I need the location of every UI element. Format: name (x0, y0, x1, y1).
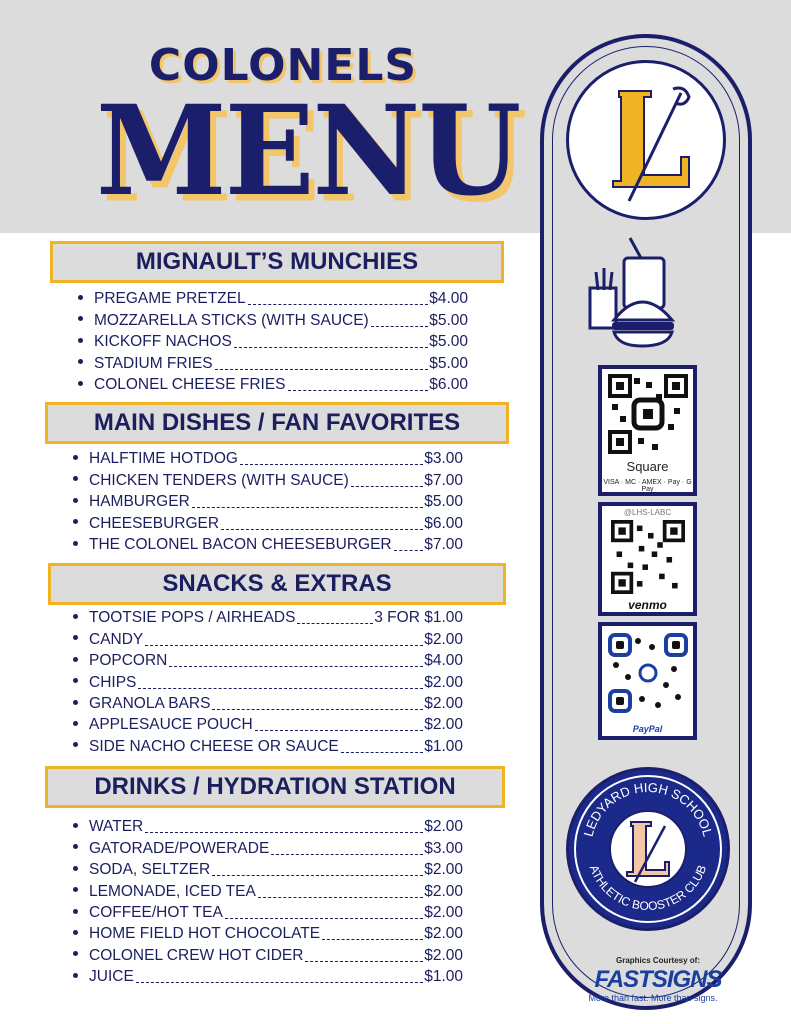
credit-label: Graphics Courtesy of: (615, 956, 700, 965)
list-item: TOOTSIE POPS / AIRHEADS 3 FOR $1.00 (71, 606, 463, 627)
drinks-list (71, 815, 463, 986)
list-item: HALFTIME HOTDOG $3.00 (71, 447, 463, 468)
venmo-handle: @LHS-LABC (623, 508, 672, 517)
list-item: LEMONADE, ICED TEA $2.00 (71, 879, 463, 900)
list-item: MOZZARELLA STICKS (WITH SAUCE) $5.00 (76, 308, 468, 329)
list-item: CANDY $2.00 (71, 627, 463, 648)
list-item: STADIUM FRIES $5.00 (76, 351, 468, 372)
qr-code-icon (608, 374, 688, 454)
section-header-snacks: SNACKS & EXTRAS (48, 563, 506, 605)
list-item: WATER $2.00 (71, 815, 463, 836)
list-item: GRANOLA BARS $2.00 (71, 692, 463, 713)
title-colonels: COLONELS (148, 40, 418, 91)
list-item: SIDE NACHO CHEESE OR SAUCE $1.00 (71, 734, 463, 755)
snacks-list (71, 606, 463, 756)
title-menu: MENU (96, 77, 520, 224)
square-label: Square (626, 459, 669, 474)
list-item: COFFEE/HOT TEA $2.00 (71, 901, 463, 922)
list-item: SODA, SELTZER $2.00 (71, 858, 463, 879)
paypal-qr-card[interactable] (598, 622, 697, 740)
fastsigns-logo: FASTSIGNS (594, 966, 722, 993)
list-item: PREGAME PRETZEL $4.00 (76, 287, 468, 308)
card-logos: VISA · MC · AMEX · Pay · G Pay (603, 479, 692, 493)
munchies-list (76, 287, 468, 394)
list-item: THE COLONEL BACON CHEESEBURGER $7.00 (71, 533, 463, 554)
list-item: HAMBURGER $5.00 (71, 490, 463, 511)
letter-l-sabre-icon (569, 63, 723, 217)
badge-top-text: LEDYARD HIGH SCHOOL (580, 779, 716, 839)
list-item: CHIPS $2.00 (71, 670, 463, 691)
venmo-qr-card[interactable] (598, 502, 697, 616)
badge-bottom-text: ATHLETIC BOOSTER CLUB (586, 863, 710, 914)
paypal-label: PayPal (632, 724, 663, 734)
list-item: JUICE $1.00 (71, 965, 463, 986)
list-item: POPCORN $4.00 (71, 649, 463, 670)
square-qr-card[interactable] (598, 365, 697, 496)
school-logo (566, 60, 726, 220)
booster-club-badge (566, 767, 730, 931)
list-item: KICKOFF NACHOS $5.00 (76, 330, 468, 351)
list-item: COLONEL CHEESE FRIES $6.00 (76, 373, 468, 394)
list-item: HOME FIELD HOT CHOCOLATE $2.00 (71, 922, 463, 943)
booster-club-seal-icon (569, 770, 727, 928)
venmo-label: venmo (628, 598, 667, 612)
list-item: CHICKEN TENDERS (WITH SAUCE) $7.00 (71, 468, 463, 489)
list-item: GATORADE/POWERADE $3.00 (71, 836, 463, 857)
burger-drink-fries-icon (586, 232, 682, 352)
main-dishes-list (71, 447, 463, 554)
section-header-drinks: DRINKS / HYDRATION STATION (45, 766, 505, 808)
qr-code-icon (608, 631, 688, 715)
fastsigns-tagline: More than fast. More than signs. (588, 993, 718, 1003)
qr-code-icon (611, 520, 685, 594)
section-header-main-dishes: MAIN DISHES / FAN FAVORITES (45, 402, 509, 444)
list-item: COLONEL CREW HOT CIDER $2.00 (71, 943, 463, 964)
section-header-munchies: MIGNAULT’S MUNCHIES (50, 241, 504, 283)
list-item: CHEESEBURGER $6.00 (71, 511, 463, 532)
list-item: APPLESAUCE POUCH $2.00 (71, 713, 463, 734)
